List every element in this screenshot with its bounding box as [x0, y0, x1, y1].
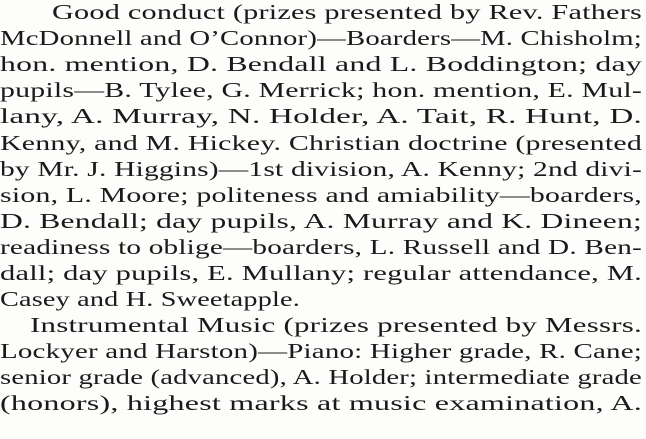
text-line: sion, L. Moore; politeness and amiability—boarders,: [0, 183, 642, 207]
text-line: Good conduct (prizes presented by Rev. Fathers: [52, 0, 642, 24]
text-line: pupils—B. Tylee, G. Merrick; hon. mention, E. Mul-: [0, 78, 642, 102]
text-line: senior grade (advanced), A. Holder; intermediate grade: [0, 365, 642, 389]
text-line: Lockyer and Harston)—Piano: Higher grade, R. Cane;: [0, 339, 643, 363]
text-line: D. Bendall; day pupils, A. Murray and K. Dineen;: [0, 209, 642, 233]
text-line: Kenny, and M. Hickey. Christian doctrine (presented: [0, 131, 642, 155]
text-line: readiness to oblige—boarders, L. Russell and D. Ben-: [0, 235, 643, 259]
text-line: hon. mention, D. Bendall and L. Boddington; day: [0, 52, 642, 76]
text-line: Casey and H. Sweetapple.: [0, 287, 301, 311]
text-line: lany, A. Murray, N. Holder, A. Tait, R. Hunt, D.: [0, 104, 643, 128]
text-line: dall; day pupils, E. Mullany; regular attendance, M.: [0, 261, 643, 285]
text-line: (honors), highest marks at music examination, A.: [0, 391, 643, 415]
text-line: Instrumental Music (prizes presented by Messrs.: [30, 313, 642, 337]
text-line: by Mr. J. Higgins)—1st division, A. Kenny; 2nd divi-: [0, 157, 643, 181]
text-line: McDonnell and O’Connor)—Boarders—M. Chisholm;: [0, 26, 642, 50]
